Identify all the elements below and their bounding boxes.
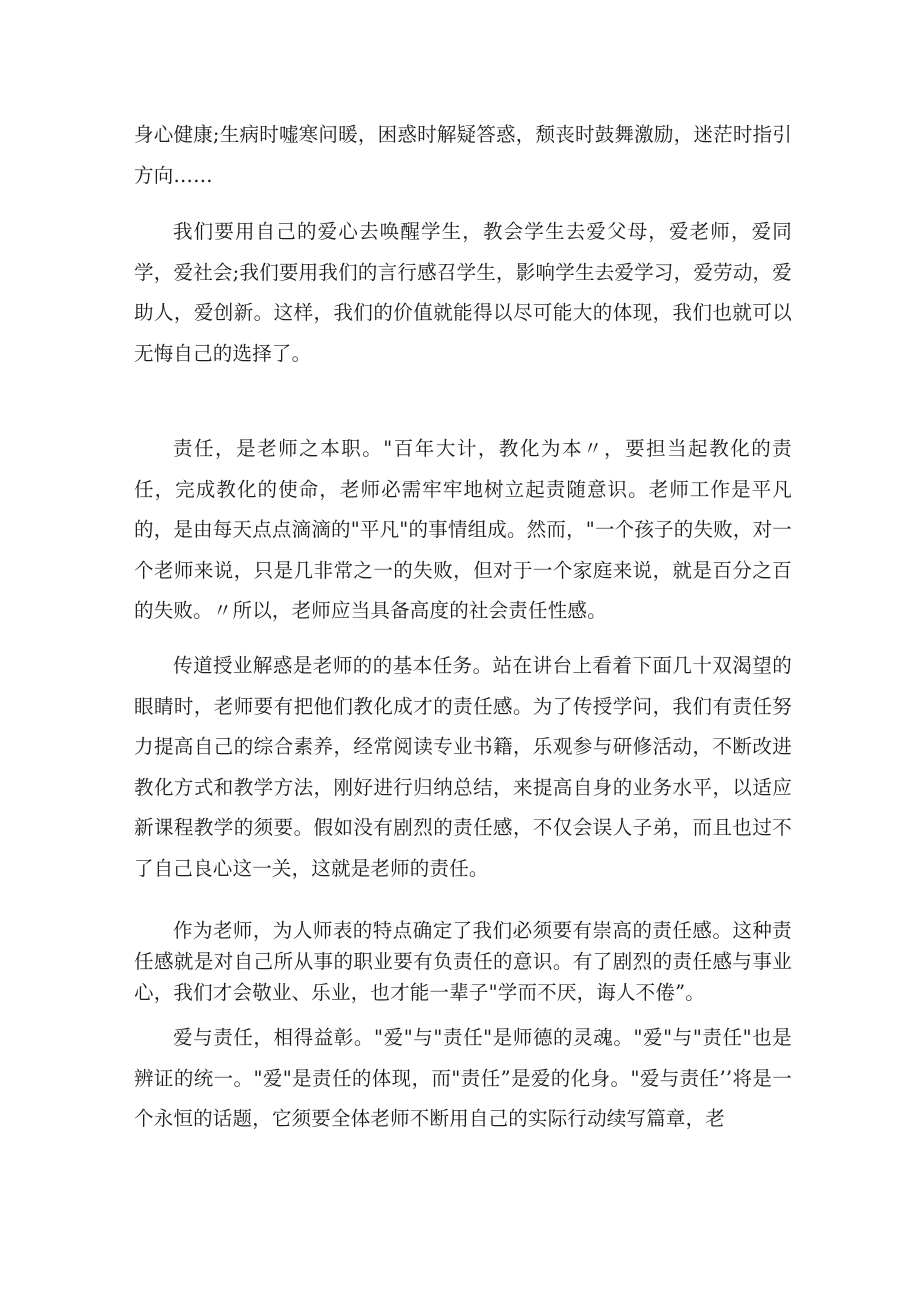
paragraph-4: 传道授业解惑是老师的的基本任务。站在讲台上看着下面几十双渴望的眼睛时，老师要有把他们教化成才的责任感。为了传授学问，我们有责任努力提高自己的综合素养，经常阅读专业书籍，乐观参与研修活动，不断改进教化方式和教学方法，刚好进行归纳总结，来提高自身的业务水平，以适应新课程教学的须要。假如没有剧烈的责任感，不仅会误人子弟，而且也过不了自己良心这一关，这就是老师的责任。 [134, 654, 792, 880]
paragraph-1: 身心健康;生病时嘘寒问暖，困惑时解疑答惑，颓丧时鼓舞激励，迷茫时指引方向…… [134, 123, 792, 187]
paragraph-5: 作为老师，为人师表的特点确定了我们必须要有崇高的责任感。这种责任感就是对自己所从事的职业要有负责任的意识。有了剧烈的责任感与事业心，我们才会敬业、乐业，也才能一辈子"学而不厌，诲人不倦”。 [134, 919, 792, 1004]
paragraph-2: 我们要用自己的爱心去唤醒学生，教会学生去爱父母，爱老师，爱同学，爱社会;我们要用我们的言行感召学生，影响学生去爱学习，爱劳动，爱助人，爱创新。这样，我们的价值就能得以尽可能大的体现，我们也就可以无悔自己的选择了。 [134, 220, 792, 365]
paragraph-3: 责任，是老师之本职。"百年大计，教化为本〃，要担当起教化的责任，完成教化的使命，老师必需牢牢地树立起责随意识。老师工作是平凡的，是由每天点点滴滴的"平凡"的事情组成。然而，"一个孩子的失败，对一个老师来说，只是几非常之一的失败，但对于一个家庭来说，就是百分之百的失败。〃所以，老师应当具备高度的社会责任性感。 [134, 437, 792, 623]
paragraph-6: 爱与责任，相得益彰。"爱"与"责任"是师德的灵魂。"爱"与"责任"也是辨证的统一。"爱"是责任的体现，而"责任”是爱的化身。"爱与责任’’将是一个永恒的话题，它须要全体老师不断用自己的实际行动续写篇章，老 [134, 1026, 792, 1131]
